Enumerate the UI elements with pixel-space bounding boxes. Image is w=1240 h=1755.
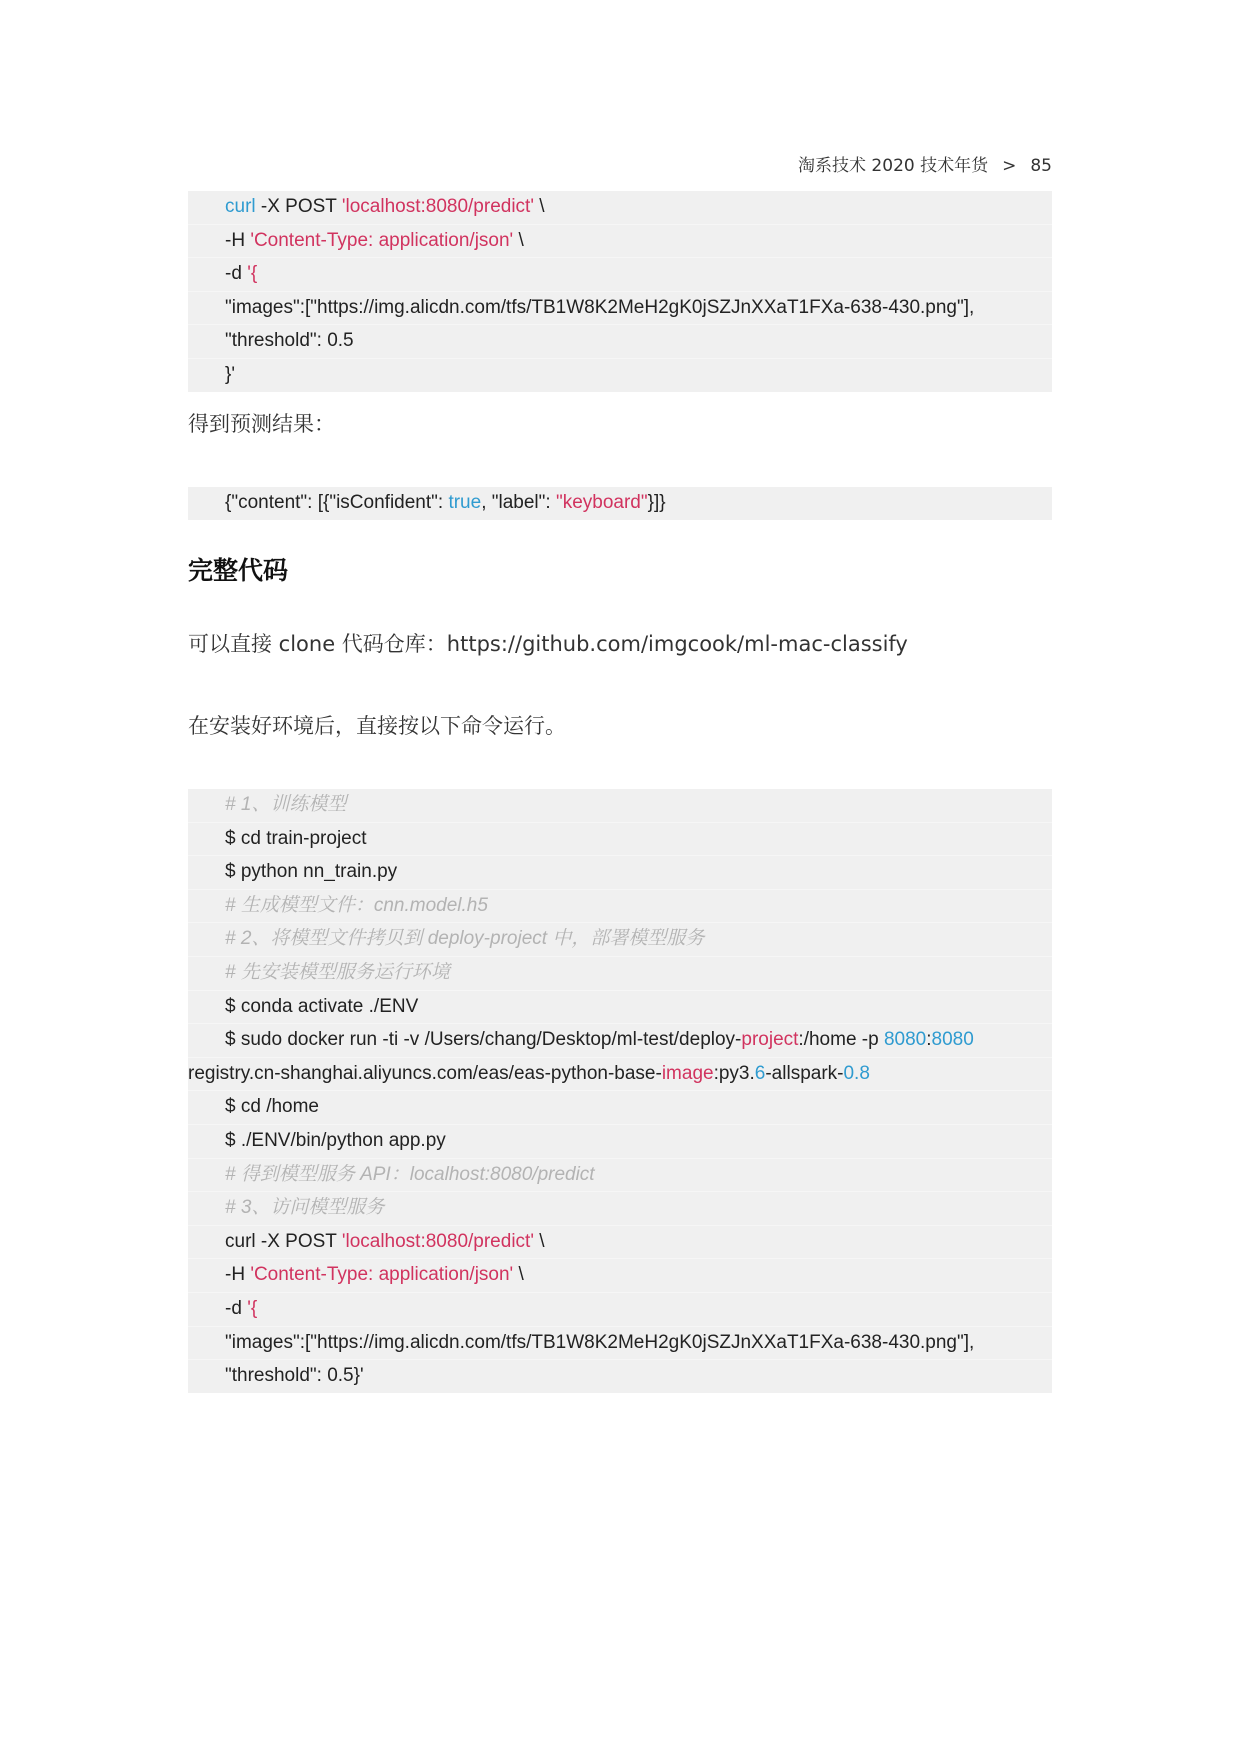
code-token-plain: \ xyxy=(533,196,545,217)
code-token-kw: curl xyxy=(225,196,256,217)
code-token-plain: -X POST xyxy=(255,196,342,217)
code-token-plain: -H xyxy=(225,1264,251,1286)
code-block-response xyxy=(188,487,1052,520)
code-token-str: "keyboard" xyxy=(555,492,648,513)
code-line xyxy=(188,990,1052,1024)
code-token-plain: :py3. xyxy=(713,1062,755,1084)
code-token-str: project xyxy=(741,1029,799,1051)
code-token-cmt: # 2、将模型文件拷贝到 deploy-project 中，部署模型服务 xyxy=(225,928,705,950)
code-token-plain: $ python nn_train.py xyxy=(225,861,398,883)
code-line xyxy=(188,855,1052,889)
code-token-cmt: # 1、训练模型 xyxy=(225,794,347,815)
code-line xyxy=(188,1057,1052,1091)
code-token-plain: $ cd train-project xyxy=(225,827,367,849)
code-line xyxy=(188,224,1052,258)
code-line xyxy=(188,1191,1052,1225)
code-line xyxy=(188,291,1052,325)
code-token-plain: registry.cn-shanghai.aliyuncs.com/eas/eas-python-base- xyxy=(188,1062,662,1084)
code-line xyxy=(188,956,1052,990)
code-line xyxy=(188,822,1052,856)
code-token-plain: \ xyxy=(533,1230,545,1252)
page-number: 85 xyxy=(1030,156,1052,176)
code-line xyxy=(188,1292,1052,1326)
code-token-plain: -H xyxy=(225,229,251,251)
header-separator: > xyxy=(1002,156,1017,176)
code-line xyxy=(188,922,1052,956)
code-token-plain: }' xyxy=(225,363,235,385)
code-token-kw: true xyxy=(448,492,482,513)
code-line xyxy=(188,1225,1052,1259)
code-line xyxy=(188,1023,1052,1057)
code-token-plain: "threshold": 0.5}' xyxy=(225,1365,364,1387)
code-token-cmt: # 得到模型服务 API：localhost:8080/predict xyxy=(225,1163,595,1185)
code-line xyxy=(188,889,1052,923)
code-token-str: 'localhost:8080/predict' xyxy=(341,196,534,217)
code-line xyxy=(188,1258,1052,1292)
section-heading: 完整代码 xyxy=(188,556,289,585)
code-token-num: 0.8 xyxy=(843,1062,870,1084)
code-token-str: 'Content-Type: application/json' xyxy=(250,1264,514,1286)
code-line xyxy=(188,257,1052,291)
paragraph-repo-link: 可以直接 clone 代码仓库：https://github.com/imgcook/ml-mac-classify xyxy=(188,632,908,656)
code-token-plain: $ cd /home xyxy=(225,1096,319,1118)
code-token-plain: "threshold": 0.5 xyxy=(225,330,354,352)
code-token-plain: {"content": [{"isConfident": xyxy=(225,492,449,513)
code-token-plain: }]} xyxy=(647,492,666,513)
code-line xyxy=(188,1326,1052,1360)
code-token-plain: $ conda activate ./ENV xyxy=(225,995,419,1017)
code-token-cmt: # 生成模型文件：cnn.model.h5 xyxy=(225,894,488,916)
code-token-str: '{ xyxy=(247,1297,258,1319)
code-block-curl-request xyxy=(188,191,1052,392)
code-token-num: 8080 xyxy=(883,1029,927,1051)
code-token-plain: , "label": xyxy=(481,492,556,513)
code-token-str: 'Content-Type: application/json' xyxy=(250,229,514,251)
paragraph-run-instructions: 在安装好环境后，直接按以下命令运行。 xyxy=(188,714,566,738)
code-token-plain: $ ./ENV/bin/python app.py xyxy=(225,1129,446,1151)
code-token-str: image xyxy=(661,1062,714,1084)
paragraph-prediction-result: 得到预测结果： xyxy=(188,412,335,436)
code-line xyxy=(188,1359,1052,1393)
code-token-num: 6 xyxy=(754,1062,766,1084)
code-line xyxy=(188,487,1052,520)
code-token-plain: -d xyxy=(225,1297,248,1319)
code-token-plain: \ xyxy=(513,229,524,251)
code-line xyxy=(188,1158,1052,1192)
code-token-cmt: # 先安装模型服务运行环境 xyxy=(225,961,450,983)
code-line xyxy=(188,324,1052,358)
code-token-plain: :/home -p xyxy=(798,1029,884,1051)
code-block-full-commands xyxy=(188,789,1052,1393)
page-header xyxy=(798,151,1052,176)
code-token-plain: "images":["https://img.alicdn.com/tfs/TB1W8K2MeH2gK0jSZJnXXaT1FXa-638-430.png"], xyxy=(225,296,975,318)
code-token-str: '{ xyxy=(247,263,258,285)
code-token-plain: \ xyxy=(513,1264,524,1286)
code-token-plain: -d xyxy=(225,263,248,285)
code-token-str: 'localhost:8080/predict' xyxy=(341,1230,534,1252)
code-token-cmt: # 3、访问模型服务 xyxy=(225,1197,385,1219)
code-token-plain: "images":["https://img.alicdn.com/tfs/TB1W8K2MeH2gK0jSZJnXXaT1FXa-638-430.png"], xyxy=(225,1331,975,1353)
code-token-plain: : xyxy=(926,1029,932,1051)
code-line xyxy=(188,191,1052,224)
code-line xyxy=(188,1090,1052,1124)
code-token-plain: -allspark- xyxy=(765,1062,844,1084)
code-token-num: 8080 xyxy=(931,1029,974,1051)
code-token-plain: curl -X POST xyxy=(225,1230,342,1252)
header-title: 淘系技术 2020 技术年货 xyxy=(798,156,989,176)
code-token-plain: $ sudo docker run -ti -v /Users/chang/Desktop/ml-test/deploy- xyxy=(225,1029,742,1051)
code-line xyxy=(188,358,1052,392)
code-line xyxy=(188,1124,1052,1158)
code-line xyxy=(188,789,1052,822)
